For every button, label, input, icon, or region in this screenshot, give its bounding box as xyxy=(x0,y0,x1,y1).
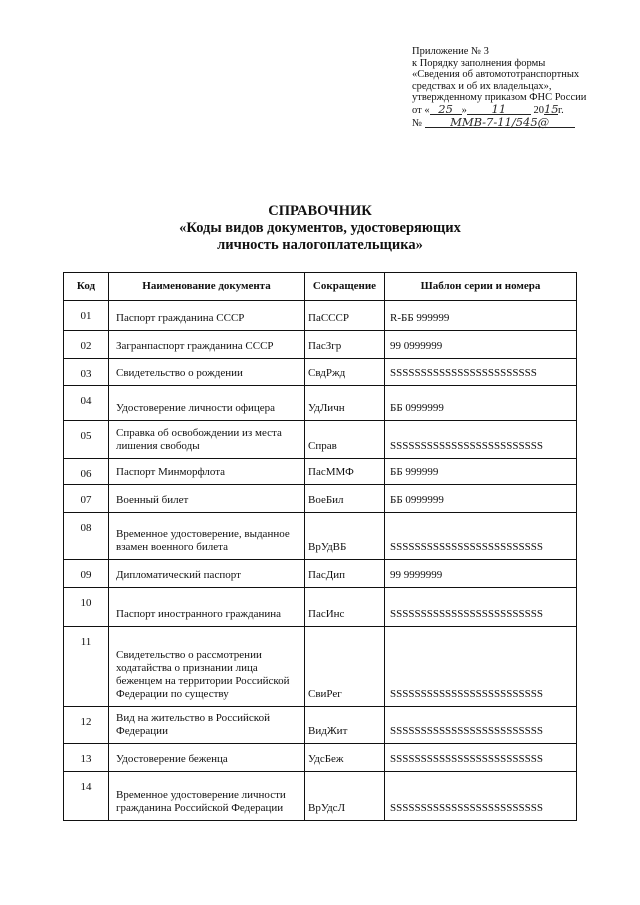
row-code: 08 xyxy=(64,513,109,560)
table-row xyxy=(64,485,577,513)
row-code: 12 xyxy=(64,707,109,744)
row-abbr: ВрУдсЛ xyxy=(305,772,385,821)
row-template: ББ 0999999 xyxy=(385,485,577,513)
order-day: 25 xyxy=(430,104,462,115)
row-code: 05 xyxy=(64,421,109,459)
header-abbr: Сокращение xyxy=(305,273,385,301)
appendix-block xyxy=(412,46,612,129)
row-name: Справка об освобождении из места лишения свободы xyxy=(109,421,305,459)
table-row xyxy=(64,331,577,359)
row-code: 09 xyxy=(64,560,109,588)
order-number-value: ММВ-7-11/545@ xyxy=(425,117,575,128)
appendix-line-4: средствах и об их владельцах», xyxy=(412,80,552,92)
row-code: 11 xyxy=(64,627,109,707)
order-year-suffix: 15 xyxy=(543,101,559,116)
row-abbr: СвдРжд xyxy=(305,359,385,386)
order-number xyxy=(412,114,612,130)
row-abbr: СвиРег xyxy=(305,627,385,707)
row-name: Военный билет xyxy=(109,485,305,513)
row-template: ББ 999999 xyxy=(385,459,577,485)
appendix-line-1: Приложение № 3 xyxy=(412,46,489,57)
table-row xyxy=(64,386,577,421)
row-abbr: УдсБеж xyxy=(305,744,385,772)
order-year-prefix: 20 xyxy=(533,104,544,116)
table-row xyxy=(64,707,577,744)
row-name: Паспорт гражданина СССР xyxy=(109,301,305,331)
row-name: Временное удостоверение, выданное взамен военного билета xyxy=(109,513,305,560)
title-line-2: «Коды видов документов, удостоверяющих xyxy=(179,220,461,236)
row-code: 07 xyxy=(64,485,109,513)
header-name: Наименование документа xyxy=(109,273,305,301)
row-name: Удостоверение личности офицера xyxy=(109,386,305,421)
table-row xyxy=(64,627,577,707)
title-line-1: СПРАВОЧНИК xyxy=(268,203,372,219)
row-name: Дипломатический паспорт xyxy=(109,560,305,588)
date-quote-close: » xyxy=(461,104,467,116)
header-code: Код xyxy=(64,273,109,301)
row-code: 03 xyxy=(64,359,109,386)
table-row xyxy=(64,560,577,588)
row-template: SSSSSSSSSSSSSSSSSSSSSSSSS xyxy=(385,513,577,560)
table-row xyxy=(64,359,577,386)
row-template: SSSSSSSSSSSSSSSSSSSSSSSSS xyxy=(385,588,577,627)
row-name: Вид на жительство в Российской Федерации xyxy=(109,707,305,744)
row-abbr: ПасММФ xyxy=(305,459,385,485)
table-header-row xyxy=(64,273,577,301)
row-abbr: ПаСССР xyxy=(305,301,385,331)
row-template: SSSSSSSSSSSSSSSSSSSSSSSSS xyxy=(385,707,577,744)
row-abbr: Справ xyxy=(305,421,385,459)
order-number-label: № xyxy=(412,117,423,129)
table-row xyxy=(64,772,577,821)
row-name: Паспорт Минморфлота xyxy=(109,459,305,485)
date-from-label: от « xyxy=(412,104,430,116)
row-name: Временное удостоверение личности гражданина Российской Федерации xyxy=(109,772,305,821)
row-template: SSSSSSSSSSSSSSSSSSSSSSSS xyxy=(385,359,577,386)
title-line-3: личность налогоплательщика» xyxy=(217,237,423,253)
row-name: Удостоверение беженца xyxy=(109,744,305,772)
table-row xyxy=(64,421,577,459)
row-name: Свидетельство о рассмотрении ходатайства о признании лица беженцем на территории Российской Федерации по существу xyxy=(109,627,305,707)
header-template: Шаблон серии и номера xyxy=(385,273,577,301)
appendix-line-2: к Порядку заполнения формы xyxy=(412,57,546,69)
document-title xyxy=(0,203,640,254)
row-abbr: ПасДип xyxy=(305,560,385,588)
row-abbr: ВрУдВБ xyxy=(305,513,385,560)
row-template: 99 9999999 xyxy=(385,560,577,588)
table-row xyxy=(64,744,577,772)
row-code: 06 xyxy=(64,459,109,485)
row-code: 13 xyxy=(64,744,109,772)
table-row xyxy=(64,301,577,331)
row-template: SSSSSSSSSSSSSSSSSSSSSSSSS xyxy=(385,421,577,459)
row-name: Паспорт иностранного гражданина xyxy=(109,588,305,627)
appendix-line-3: «Сведения об автомототранспортных xyxy=(412,69,580,81)
order-year-end: г. xyxy=(557,104,564,116)
row-template: SSSSSSSSSSSSSSSSSSSSSSSSS xyxy=(385,744,577,772)
row-template: 99 0999999 xyxy=(385,331,577,359)
row-code: 04 xyxy=(64,386,109,421)
row-template: R-ББ 999999 xyxy=(385,301,577,331)
row-template: ББ 0999999 xyxy=(385,386,577,421)
row-code: 01 xyxy=(64,301,109,331)
table-row xyxy=(64,588,577,627)
row-abbr: ВидЖит xyxy=(305,707,385,744)
row-abbr: ПасИнс xyxy=(305,588,385,627)
row-code: 14 xyxy=(64,772,109,821)
row-template: SSSSSSSSSSSSSSSSSSSSSSSSS xyxy=(385,772,577,821)
table-row xyxy=(64,513,577,560)
row-template: SSSSSSSSSSSSSSSSSSSSSSSSS xyxy=(385,627,577,707)
appendix-line-5: утвержденному приказом ФНС России xyxy=(412,92,587,104)
row-abbr: ВоеБил xyxy=(305,485,385,513)
row-code: 02 xyxy=(64,331,109,359)
order-month: 11 xyxy=(467,104,531,115)
table-row xyxy=(64,459,577,485)
row-code: 10 xyxy=(64,588,109,627)
row-abbr: ПасЗгр xyxy=(305,331,385,359)
document-codes-table xyxy=(63,272,577,821)
row-name: Свидетельство о рождении xyxy=(109,359,305,386)
row-name: Загранпаспорт гражданина СССР xyxy=(109,331,305,359)
row-abbr: УдЛичн xyxy=(305,386,385,421)
